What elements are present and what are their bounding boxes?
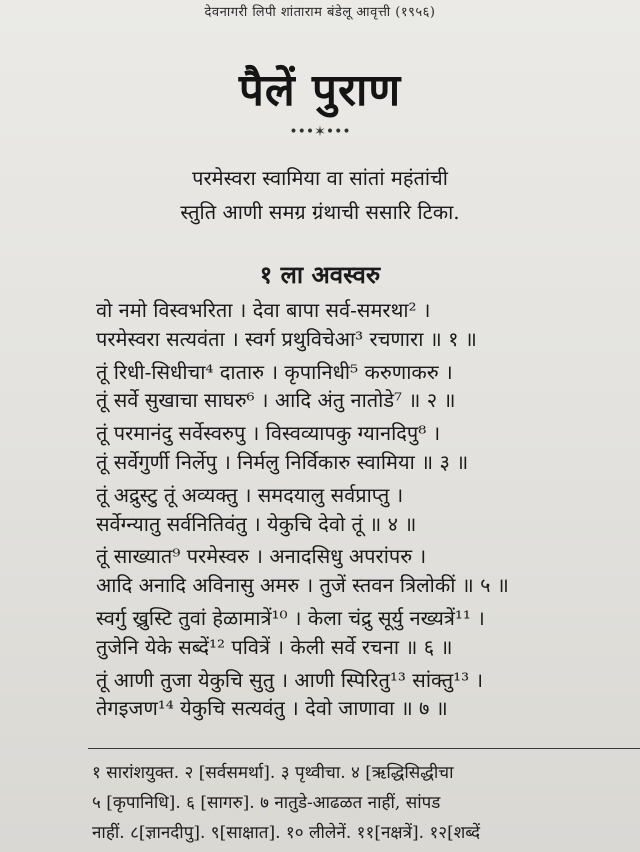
verse-line: सर्वेग्न्यातु सर्वनितिवंतु । येकुचि देवो तूं ॥ ४ ॥ <box>96 511 417 536</box>
verse-line: परमेस्वरा सत्यवंता । स्वर्ग प्रथुविचेआ³ रचणारा ॥ १ ॥ <box>96 326 477 351</box>
verse-line: तुजेनि येके सब्दें¹² पवित्रें । केली सर्वे रचना ॥ ६ ॥ <box>96 634 453 659</box>
ornament-divider: •••✶••• <box>289 124 351 140</box>
verse-line: आदि अनादि अविनासु अमरु । तुजें स्तवन त्रिलोकीं ॥ ५ ॥ <box>96 573 509 598</box>
verse-line: तूं आणी तुजा येकुचि सुतु । आणी स्पिरितु¹³ सांक्तु¹³ । <box>96 667 484 692</box>
verse-line: तूं अद्रुस्टु तूं अव्यक्तु । समदयालु सर्वप्राप्तु । <box>96 482 404 507</box>
verse-line: तूं सर्वे सुखाचा साघरु⁶ । आदि अंतु नातोडे⁷ ॥ २ ॥ <box>96 388 456 413</box>
running-header: देवनागरी लिपी शांताराम बंडेलू आवृत्ती (१९५६) <box>204 5 436 20</box>
subtitle-line-2: स्तुति आणी समग्र ग्रंथाची ससारि टिका. <box>180 200 460 224</box>
verse-line: वो नमो विस्वभरिता । देवा बापा सर्व-समरथा² । <box>96 298 431 322</box>
verse-line: तूं परमानंदु सर्वेस्वरुपु । विस्वव्यापकु ग्यानदिपु⁸ । <box>96 421 441 446</box>
footnote-divider <box>88 748 640 749</box>
verse-block <box>96 296 616 723</box>
verse-line: तूं साख्यात⁹ परमेस्वरु । अनादसिधु अपरांपरु । <box>96 544 427 569</box>
verse-line: तूं सर्वेगुर्णी निर्लेपु । निर्मलु निर्विकारु स्वामिया ॥ ३ ॥ <box>96 449 469 474</box>
subtitle-line-1: परमेस्वरा स्वामिया वा सांतां महंतांची <box>192 166 448 190</box>
footnote-line: ५ [कृपानिधि]. ६ [सागरु]. ७ नातुडे-आढळत नाहीं, सांपड <box>92 793 441 813</box>
page-title: पैलें पुराण <box>238 65 402 116</box>
verse-line: स्वर्गु ख्रुस्टि तुवां हेळामात्रें¹⁰ । केला चंद्रु सूर्यु नख्यत्रें¹¹ । <box>96 605 485 630</box>
verse-line: तूं रिधी-सिधीचा⁴ दातारु । कृपानिधी⁵ करुणाकरु । <box>96 359 453 384</box>
footnotes <box>92 758 640 848</box>
verse-line: तेगइजण¹⁴ येकुचि सत्यवंतु । देवो जाणावा ॥ ७ ॥ <box>96 696 448 721</box>
footnote-line: १ सारांशयुक्त. २ [सर्वसमर्था]. ३ पृथ्वीचा. ४ [ऋद्धिसिद्धीचा <box>92 763 454 783</box>
footnote-line: नाहीं. ८[ज्ञानदीपु]. ९[साक्षात]. १० लीलेनें. ११[नक्षत्रें]. १२[शब्दें <box>92 823 480 843</box>
chapter-heading: १ ला अवस्वरु <box>259 260 381 289</box>
